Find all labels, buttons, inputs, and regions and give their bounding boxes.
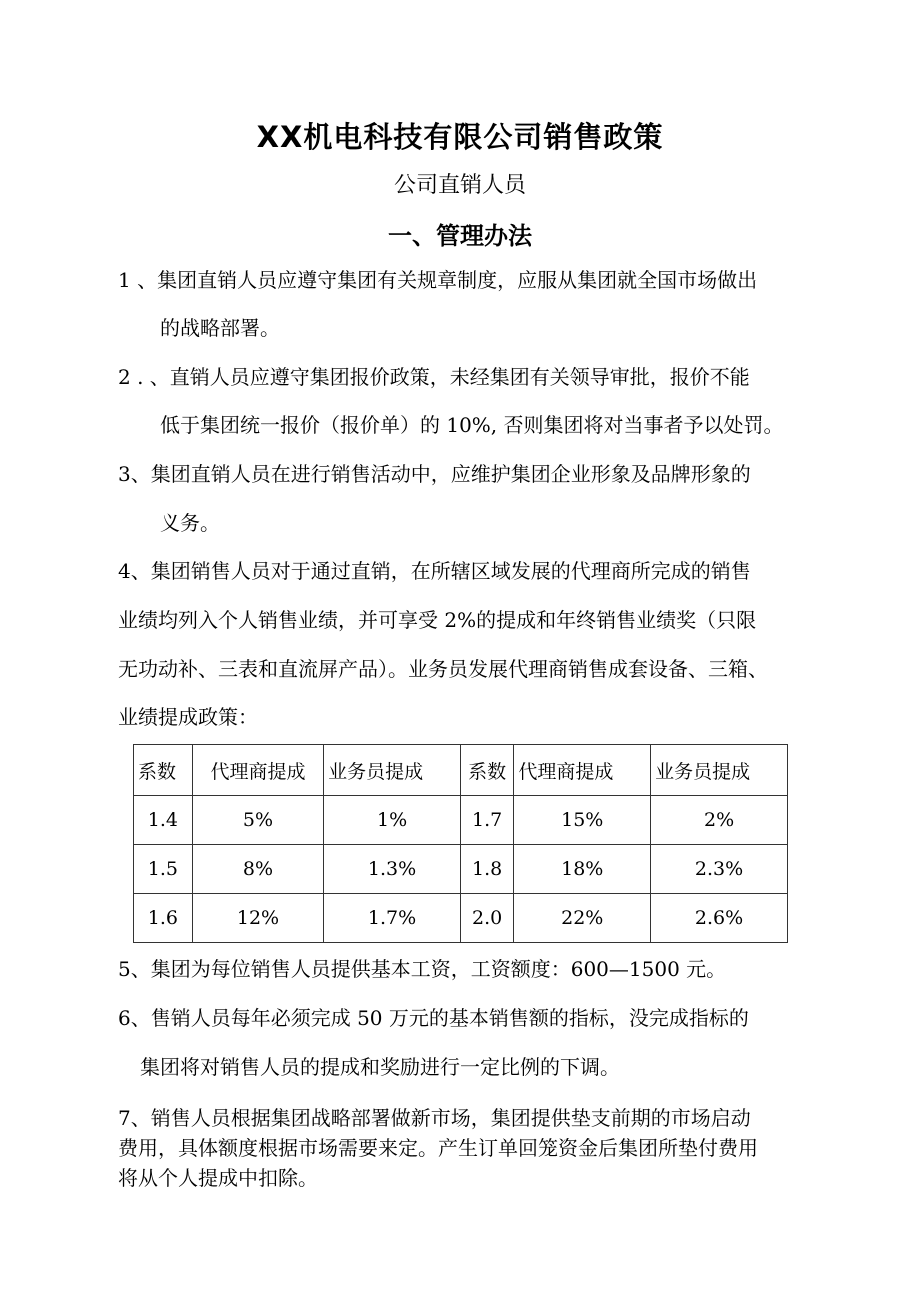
table-cell: 1.5 (134, 845, 193, 894)
item-2-line-1: 2 . 、直销人员应遵守集团报价政策，未经集团有关领导审批，报价不能 (118, 365, 750, 389)
item-4-line-3: 无功动补、三表和直流屏产品）。业务员发展代理商销售成套设备、三箱、 (118, 657, 768, 681)
document-title: XX机电科技有限公司销售政策 (256, 120, 664, 154)
table-cell: 1.3% (324, 845, 461, 894)
item-7-line-2: 费用，具体额度根据市场需要来定。产生订单回笼资金后集团所垫付费用 (118, 1136, 758, 1160)
item-6-line-1: 6、售销人员每年必须完成 50 万元的基本销售额的指标，没完成指标的 (118, 1006, 749, 1030)
table-cell: 1.4 (134, 796, 193, 845)
item-6-line-2: 集团将对销售人员的提成和奖励进行一定比例的下调。 (140, 1055, 620, 1079)
item-7-line-3: 将从个人提成中扣除。 (118, 1166, 318, 1190)
table-cell: 2.6% (651, 894, 788, 943)
table-cell: 2.3% (651, 845, 788, 894)
table-row (134, 845, 788, 894)
item-3-line-1: 3、集团直销人员在进行销售活动中，应维护集团企业形象及品牌形象的 (118, 462, 751, 486)
table-header-cell: 代理商提成 (514, 745, 651, 796)
table-cell: 2.0 (460, 894, 513, 943)
table-cell: 1.8 (460, 845, 513, 894)
table-cell: 18% (514, 845, 651, 894)
table-header-cell: 业务员提成 (651, 745, 788, 796)
item-4-line-1: 4、集团销售人员对于通过直销，在所辖区域发展的代理商所完成的销售 (118, 559, 751, 583)
document-subtitle: 公司直销人员 (393, 173, 526, 198)
table-cell: 22% (514, 894, 651, 943)
table-cell: 1.6 (134, 894, 193, 943)
table-header-cell: 业务员提成 (324, 745, 461, 796)
table-cell: 15% (514, 796, 651, 845)
section-heading: 一、管理办法 (388, 222, 532, 250)
item-5-line-1: 5、集团为每位销售人员提供基本工资，工资额度：600—1500 元。 (118, 957, 727, 981)
commission-table (133, 744, 788, 943)
table-cell: 1% (324, 796, 461, 845)
table-cell: 1.7% (324, 894, 461, 943)
item-3-line-2: 义务。 (160, 511, 220, 535)
table-row (134, 796, 788, 845)
table-cell: 2% (651, 796, 788, 845)
item-1-line-2: 的战略部署。 (160, 316, 280, 340)
item-7-line-1: 7、销售人员根据集团战略部署做新市场，集团提供垫支前期的市场启动 (118, 1106, 751, 1130)
table-cell: 12% (192, 894, 323, 943)
item-1-line-1: 1 、集团直销人员应遵守集团有关规章制度，应服从集团就全国市场做出 (118, 268, 758, 292)
table-cell: 8% (192, 845, 323, 894)
table-header-row (134, 745, 788, 796)
table-cell: 1.7 (460, 796, 513, 845)
item-4-line-2: 业绩均列入个人销售业绩，并可享受 2%的提成和年终销售业绩奖（只限 (118, 608, 757, 632)
table-row (134, 894, 788, 943)
item-2-line-2: 低于集团统一报价（报价单）的 10%, 否则集团将对当事者予以处罚。 (160, 413, 784, 437)
item-4-line-4: 业绩提成政策： (118, 705, 258, 729)
table-header-cell: 系数 (134, 745, 193, 796)
table-header-cell: 代理商提成 (192, 745, 323, 796)
table-header-cell: 系数 (460, 745, 513, 796)
table-cell: 5% (192, 796, 323, 845)
